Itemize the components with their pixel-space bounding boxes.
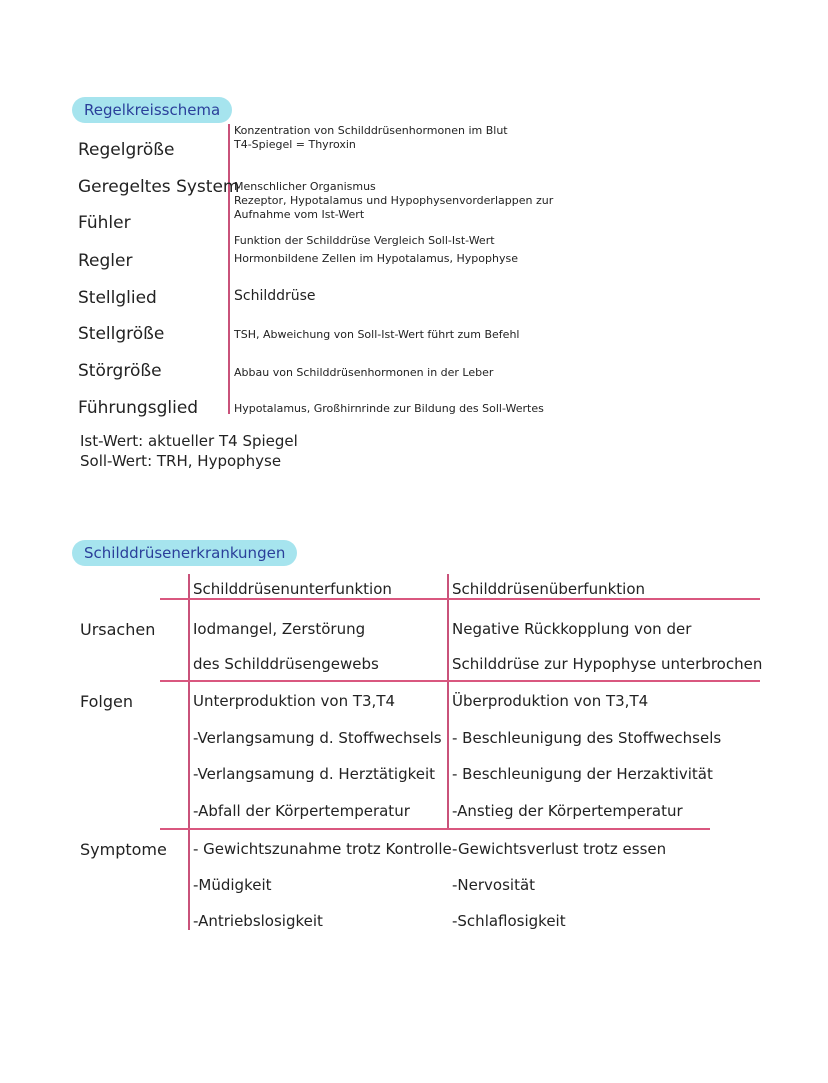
row-label: Stellglied — [78, 288, 157, 308]
row-value: Konzentration von Schilddrüsenhormonen im Blut T4-Spiegel = Thyroxin — [234, 124, 508, 151]
table-cell: -Gewichtsverlust trotz essen — [452, 840, 667, 858]
row-value: Rezeptor, Hypotalamus und Hypophysenvorderlappen zur Aufnahme vom Ist-Wert — [234, 194, 554, 221]
table-cell: -Abfall der Körpertemperatur — [193, 802, 410, 820]
row-label-folgen: Folgen — [80, 692, 134, 711]
note-ist-wert: Ist-Wert: aktueller T4 Spiegel — [80, 432, 298, 450]
row-label-ursachen: Ursachen — [80, 620, 156, 639]
row-label-symptome: Symptome — [80, 840, 167, 859]
row-label: Fühler — [78, 213, 131, 233]
row-value: Hypotalamus, Großhirnrinde zur Bildung des Soll-Wertes — [234, 402, 544, 415]
row-value: Schilddrüse — [234, 288, 316, 304]
table-divider — [160, 598, 760, 600]
table-cell: Unterproduktion von T3,T4 — [193, 692, 396, 710]
table-cell: -Anstieg der Körpertemperatur — [452, 802, 683, 820]
column-header: Schilddrüsenüberfunktion — [452, 580, 646, 598]
row-value: Menschlicher Organismus — [234, 180, 376, 193]
table-cell: - Beschleunigung der Herzaktivität — [452, 765, 713, 783]
table-divider — [447, 574, 449, 829]
section-title-erkrankungen: Schilddrüsenerkrankungen — [72, 540, 297, 566]
table-cell: - Beschleunigung des Stoffwechsels — [452, 729, 722, 747]
table-cell: Iodmangel, Zerstörung — [193, 620, 366, 638]
table-cell: -Nervosität — [452, 876, 536, 894]
row-label: Stellgröße — [78, 324, 165, 344]
divider-line — [228, 124, 230, 414]
table-cell: -Verlangsamung d. Herztätigkeit — [193, 765, 436, 783]
row-value: Funktion der Schilddrüse Vergleich Soll-Ist-Wert Hormonbildene Zellen im Hypotalamus, Hypophyse — [234, 234, 518, 265]
table-cell: Überproduktion von T3,T4 — [452, 692, 649, 710]
table-cell: -Schlaflosigkeit — [452, 912, 566, 930]
row-label: Regler — [78, 251, 133, 271]
table-cell: des Schilddrüsengewebs — [193, 655, 379, 673]
table-cell: -Antriebslosigkeit — [193, 912, 323, 930]
table-cell: Schilddrüse zur Hypophyse unterbrochen — [452, 655, 763, 673]
table-divider — [188, 574, 190, 930]
column-header: Schilddrüsenunterfunktion — [193, 580, 392, 598]
note-soll-wert: Soll-Wert: TRH, Hypophyse — [80, 452, 282, 470]
table-cell: -Verlangsamung d. Stoffwechsels — [193, 729, 442, 747]
row-label: Geregeltes System — [78, 177, 240, 197]
row-label: Regelgröße — [78, 140, 175, 160]
table-divider — [160, 680, 760, 682]
table-cell: - Gewichtszunahme trotz Kontrolle — [193, 840, 452, 858]
row-label: Störgröße — [78, 361, 162, 381]
table-cell: Negative Rückkopplung von der — [452, 620, 692, 638]
row-value: Abbau von Schilddrüsenhormonen in der Leber — [234, 366, 494, 379]
row-value: TSH, Abweichung von Soll-Ist-Wert führt zum Befehl — [234, 328, 520, 341]
row-label: Führungsglied — [78, 398, 199, 418]
section-title-regelkreis: Regelkreisschema — [72, 97, 232, 123]
table-divider — [160, 828, 710, 830]
table-cell: -Müdigkeit — [193, 876, 272, 894]
